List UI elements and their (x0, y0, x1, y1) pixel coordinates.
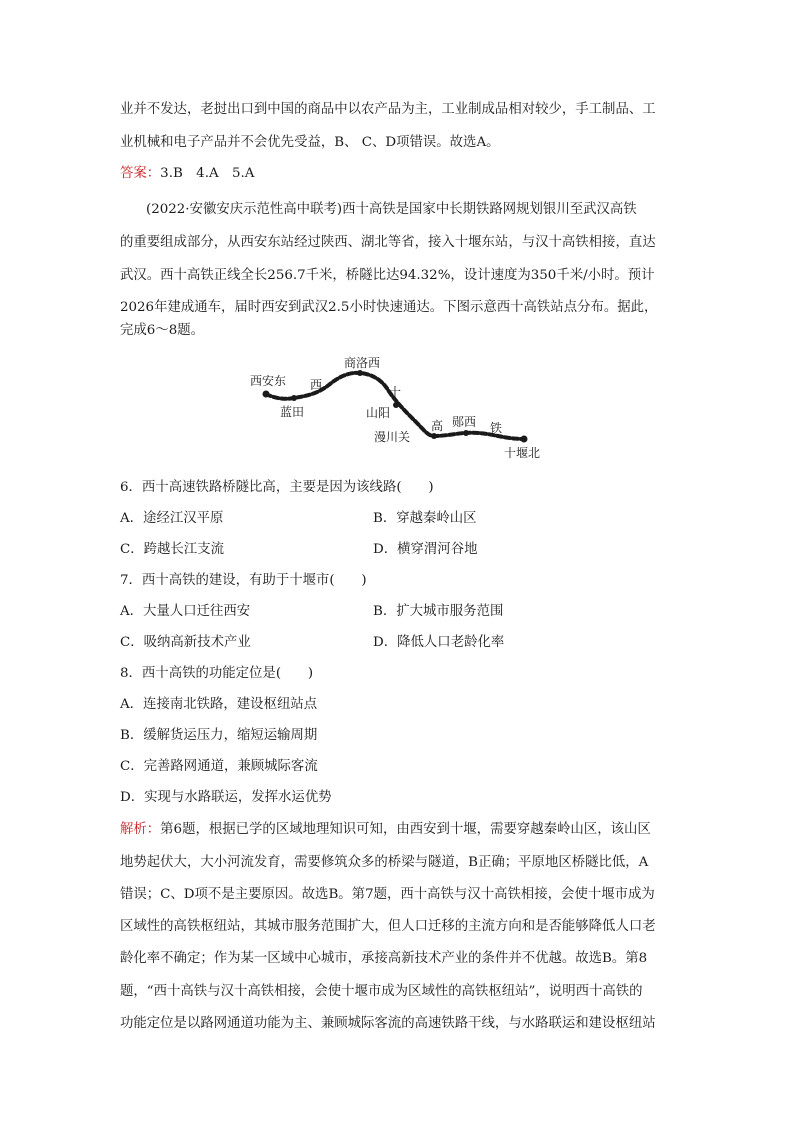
analysis-line-4: 区域性的高铁枢纽站，其城市服务范围扩大，但人口迁移的主流方向和是否能够降低人口老 (120, 919, 656, 934)
label-xian-east: 西安东 (250, 374, 287, 388)
q6-option-a[interactable]: A．途经江汉平原 (120, 511, 224, 526)
answer-label: 答案： (120, 166, 161, 181)
passage-line-4: 2026年建成通车，届时西安到武汉2.5小时快速通达。下图示意西十高铁站点分布。据此， (120, 300, 658, 315)
analysis-line-7: 功能定位是以路网通道功能为主、兼顾城际客流的高速铁路干线，与水路联运和建设枢纽站 (120, 1016, 656, 1031)
passage-line-5: 完成6～8题。 (120, 323, 204, 338)
prev-explanation-line-2: 业机械和电子产品并不会优先受益，B、 C、D项错误。故选A。 (120, 135, 500, 150)
station-shanyang-dot (393, 402, 399, 408)
passage-line-3: 武汉。西十高铁正线全长256.7千米，桥隧比达94.32%，设计速度为350千米/小时。预计 (120, 268, 655, 283)
route-char-1: 西 (310, 378, 323, 392)
railway-map (240, 350, 560, 465)
q7-option-b[interactable]: B．扩大城市服务范围 (373, 604, 504, 619)
station-xian-east-dot (263, 391, 270, 398)
station-manchuanguan-dot (431, 433, 437, 439)
passage-line-1: (2022·安徽安庆示范性高中联考)西十高铁是国家中长期铁路网规划银川至武汉高铁 (146, 202, 637, 217)
analysis-text-1: 第6题，根据已学的区域地理知识可知，由西安到十堰，需要穿越秦岭山区，该山区 (160, 822, 651, 837)
label-shangluo-west: 商洛西 (344, 356, 381, 370)
q6-option-d[interactable]: D．横穿渭河谷地 (373, 542, 478, 557)
analysis-label: 解析： (120, 822, 161, 837)
label-yunxi: 郧西 (452, 415, 477, 429)
analysis-line-2: 地势起伏大，大小河流发育，需要修筑众多的桥梁与隧道，B正确；平原地区桥隧比低，A (120, 855, 649, 870)
label-shiyan-north: 十堰北 (504, 446, 541, 460)
q7-stem: 7．西十高铁的建设，有助于十堰市( ) (120, 573, 367, 588)
prev-answer (120, 164, 690, 184)
q6-option-b[interactable]: B．穿越秦岭山区 (373, 511, 477, 526)
analysis-line-1 (120, 820, 690, 840)
analysis-line-3: 错误；C、D项不是主要原因。故选B。第7题，西十高铁与汉十高铁相接，会使十堰市成为 (120, 887, 655, 902)
q8-option-d[interactable]: D．实现与水路联运，发挥水运优势 (120, 790, 332, 805)
analysis-line-5: 龄化率不确定；作为某一区域中心城市，承接高新技术产业的条件并不优越。故选B。第8 (120, 951, 648, 966)
prev-explanation-line-1: 业并不发达，老挝出口到中国的商品中以农产品为主，工业制成品相对较少，手工制品、工 (120, 102, 656, 117)
route-char-4: 铁 (490, 421, 503, 435)
q7-option-a[interactable]: A．大量人口迁往西安 (120, 604, 251, 619)
answer-value: 3.B 4.A 5.A (160, 166, 255, 181)
label-lantian: 蓝田 (280, 405, 305, 419)
q7-option-c[interactable]: C．吸纳高新技术产业 (120, 635, 251, 650)
station-shiyan-north-dot (521, 436, 528, 443)
passage-line-2: 的重要组成部分，从西安东站经过陕西、湖北等省，接入十堰东站，与汉十高铁相接，直达 (120, 235, 656, 250)
q8-option-a[interactable]: A．连接南北铁路，建设枢纽站点 (120, 697, 318, 712)
station-yunxi-dot (463, 430, 469, 436)
route-char-2: 十 (389, 385, 402, 399)
label-shanyang: 山阳 (366, 406, 391, 420)
q6-stem: 6．西十高速铁路桥隧比高，主要是因为该线路( ) (120, 480, 434, 495)
q8-stem: 8．西十高铁的功能定位是( ) (120, 666, 314, 681)
station-lantian-dot (291, 395, 297, 401)
q6-option-c[interactable]: C．跨越长江支流 (120, 542, 224, 557)
q7-option-d[interactable]: D．降低人口老龄化率 (373, 635, 505, 650)
label-manchuanguan: 漫川关 (374, 430, 411, 444)
q8-option-c[interactable]: C．完善路网通道，兼顾城际客流 (120, 759, 318, 774)
route-char-3: 高 (431, 419, 444, 433)
analysis-line-6: 题，“西十高铁与汉十高铁相接，会使十堰市成为区域性的高铁枢纽站”，说明西十高铁的 (120, 984, 643, 999)
q8-option-b[interactable]: B．缓解货运压力，缩短运输周期 (120, 728, 318, 743)
station-shangluo-west-dot (357, 370, 363, 376)
